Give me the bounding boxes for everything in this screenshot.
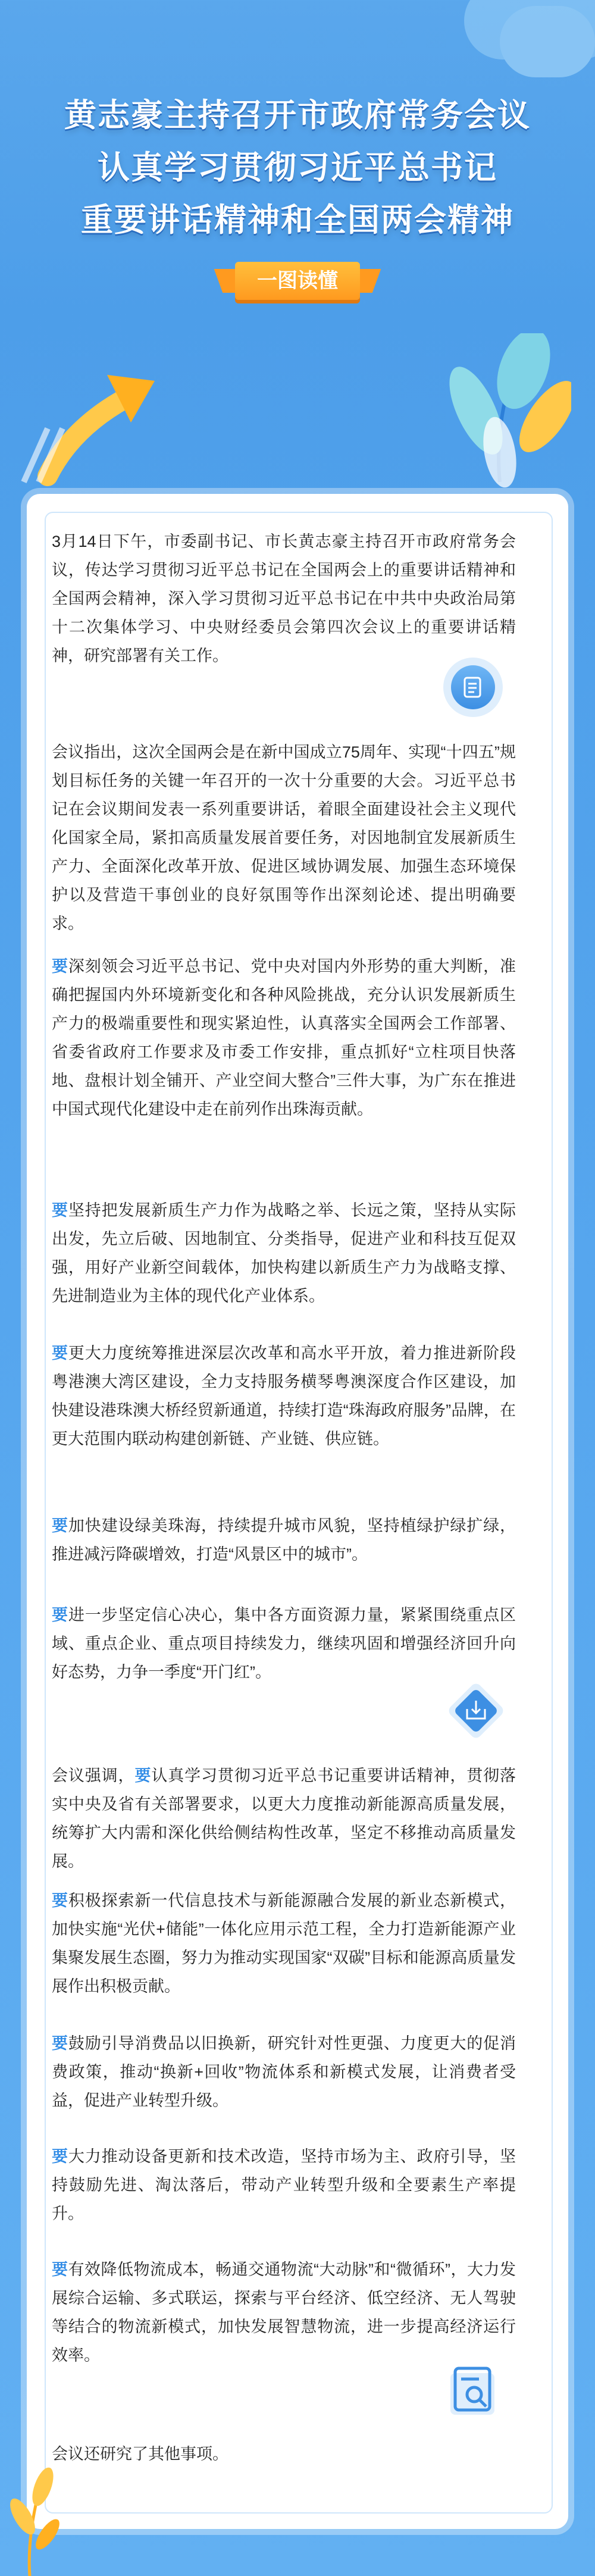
- paragraph-text: 3月14日下午，市委副书记、市长黄志豪主持召开市政府常务会议，传达学习贯彻习近平总书记在全国两会上的重要讲话精神和全国两会精神，深入学习贯彻习近平总书记在中共中央政治局第十二次集体学习、中央财经委员会第四次会议上的重要讲话精神，研究部署有关工作。: [52, 533, 516, 665]
- paragraph-text: 会议还研究了其他事项。: [52, 2445, 228, 2463]
- paragraph-text: 坚持把发展新质生产力作为战略之举、长远之策，坚持从实际出发，先立后破、因地制宜、分类指导，促进产业和科技互促双强，用好产业新空间载体，加快构建以新质生产力为战略支撑、先进制造业为主体的现代化产业体系。: [52, 1201, 516, 1305]
- paragraph-6: [52, 1511, 516, 1569]
- title-badge: 一图读懂: [235, 262, 360, 300]
- plant-decoration: [0, 2445, 71, 2576]
- keyword: 要: [52, 1606, 68, 1624]
- paragraph-text: 加快建设绿美珠海，持续提升城市风貌，坚持植绿护绿扩绿，推进减污降碳增效，打造“风景区中的城市”。: [52, 1517, 516, 1563]
- inbox-download-icon: [443, 1678, 509, 1744]
- paragraph-3: [52, 952, 516, 1123]
- paragraph-12: [52, 2255, 516, 2370]
- cloud-decoration: [464, 0, 595, 60]
- keyword: 要: [52, 1344, 68, 1362]
- paragraph-text: 有效降低物流成本，畅通交通物流“大动脉”和“微循环”，大力发展综合运输、多式联运，探索与平台经济、低空经济、无人驾驶等结合的物流新模式，加快发展智慧物流，进一步提高经济运行效率。: [52, 2261, 516, 2364]
- keyword: 要: [52, 2034, 68, 2052]
- paragraph-text: 进一步坚定信心决心，集中各方面资源力量，紧紧围绕重点区域、重点企业、重点项目持续发力，继续巩固和增强经济回升向好态势，力争一季度“开门红”。: [52, 1606, 516, 1681]
- paragraph-text: 更大力度统筹推进深层次改革和高水平开放，着力推进新阶段粤港澳大湾区建设，全力支持服务横琴粤澳深度合作区建设，加快建设港珠澳大桥经贸新通道，持续打造“珠海政府服务”品牌，在更大范围内联动构建创新链、产业链、供应链。: [52, 1344, 516, 1448]
- title-line-1: 黄志豪主持召开市政府常务会议: [64, 98, 531, 133]
- keyword: 要: [52, 1201, 68, 1219]
- paragraph-2: [52, 738, 516, 938]
- keyword: 要: [52, 1892, 68, 1910]
- paragraph-9: [52, 1886, 516, 2001]
- paragraph-text: 积极探索新一代信息技术与新能源融合发展的新业态新模式，加快实施“光伏+储能”一体化应用示范工程，全力打造新能源产业集聚发展生态圈，努力为推动实现国家“双碳”目标和能源高质量发展作出积极贡献。: [52, 1892, 516, 1995]
- paragraph-prefix: 会议强调，: [52, 1767, 135, 1785]
- paragraph-7: [52, 1601, 516, 1686]
- title-area: [0, 89, 595, 246]
- paragraph-10: [52, 2029, 516, 2115]
- paragraph-11: [52, 2142, 516, 2228]
- keyword: 要: [52, 957, 68, 975]
- keyword: 要: [52, 2148, 68, 2165]
- paragraph-1: [52, 527, 516, 670]
- document-lines-icon: [443, 658, 503, 717]
- paragraph-text: 深刻领会习近平总书记、党中央对国内外形势的重大判断，准确把握国内外环境新变化和各种风险挑战，充分认识发展新质生产力的极端重要性和现实紧迫性，认真落实全国两会工作部署、省委省政府工作要求及市委工作安排，重点抓好“立柱项目快落地、盘根计划全铺开、产业空间大整合”三件大事，为广东在推进中国式现代化建设中走在前列作出珠海贡献。: [52, 957, 516, 1118]
- paragraph-text: 认真学习贯彻习近平总书记重要讲话精神，贯彻落实中央及省有关部署要求，以更大力度推动新能源高质量发展，统筹扩大内需和深化供给侧结构性改革，坚定不移推动高质量发展。: [52, 1767, 516, 1870]
- paragraph-8: [52, 1761, 516, 1876]
- title-line-3: 重要讲话精神和全国两会精神: [81, 202, 514, 238]
- keyword: 要: [134, 1767, 152, 1785]
- search-document-icon: [443, 2362, 503, 2422]
- paragraph-text: 鼓励引导消费品以旧换新，研究针对性更强、力度更大的促消费政策，推动“换新+回收”物流体系和新模式发展，让消费者受益，促进产业转型升级。: [52, 2034, 516, 2109]
- content-card: [27, 494, 568, 2529]
- title-line-2: 认真学习贯彻习近平总书记: [98, 150, 497, 186]
- paragraph-13: [52, 2440, 516, 2468]
- leaf-icon: [428, 333, 571, 488]
- paragraph-5: [52, 1339, 516, 1453]
- paragraph-4: [52, 1196, 516, 1310]
- keyword: 要: [52, 2261, 68, 2278]
- paragraph-text: 大力推动设备更新和技术改造，坚持市场为主、政府引导，坚持鼓励先进、淘汰落后，带动产业转型升级和全要素生产率提升。: [52, 2148, 516, 2223]
- paragraph-text: 会议指出，这次全国两会是在新中国成立75周年、实现“十四五”规划目标任务的关键一年召开的一次十分重要的大会。习近平总书记在会议期间发表一系列重要讲话，着眼全面建设社会主义现代化国家全局，紧扣高质量发展首要任务，对因地制宜发展新质生产力、全面深化改革开放、促进区域协调发展、加强生态环境保护以及营造干事创业的良好氛围等作出深刻论述、提出明确要求。: [52, 743, 516, 932]
- stripes-decoration: [18, 417, 71, 488]
- keyword: 要: [52, 1517, 68, 1535]
